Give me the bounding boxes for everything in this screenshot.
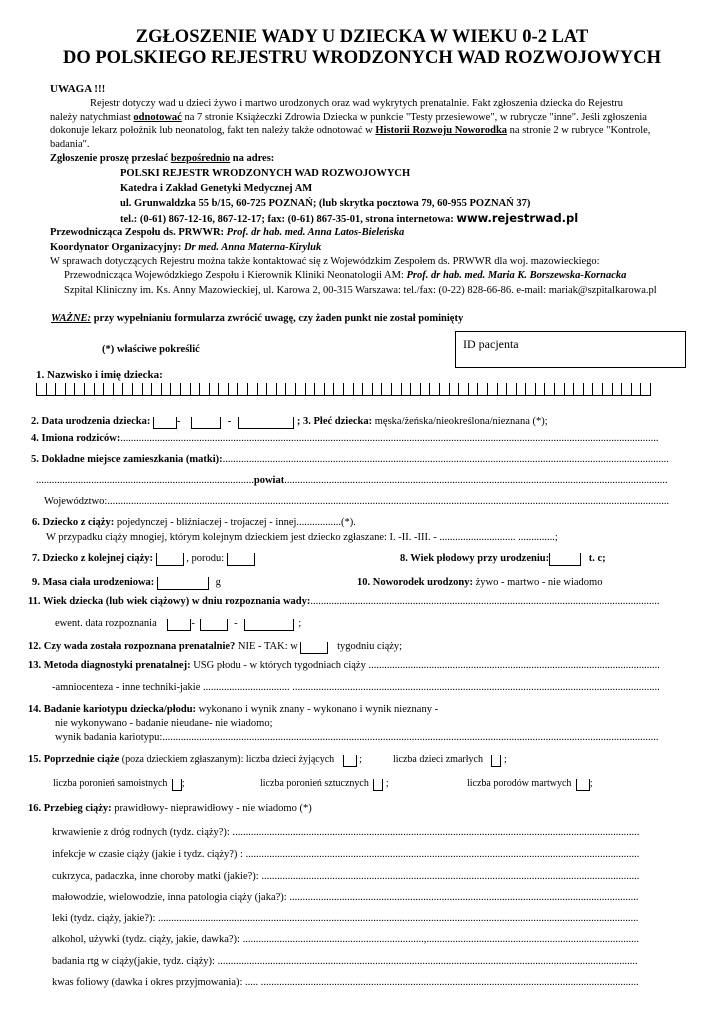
name-letter-cell[interactable] [103, 383, 113, 396]
fill-line[interactable]: ..................................................................................................................................... [310, 596, 660, 607]
name-letter-cell[interactable] [583, 383, 593, 396]
stillbirths-field[interactable] [576, 779, 590, 791]
fill-line[interactable]: .......................................................................................................................................................................... [222, 454, 669, 465]
q16-item [52, 870, 639, 884]
name-letter-cell[interactable] [564, 383, 574, 396]
name-letter-cell[interactable] [477, 383, 487, 396]
name-letter-cell[interactable] [640, 383, 650, 396]
birth-year-field[interactable] [238, 417, 294, 429]
chair-line: Przewodnicząca Zespołu ds. PRWWR: Prof. dr hab. med. Anna Latos-Bieleńska [50, 227, 405, 238]
name-letter-cell[interactable] [487, 383, 497, 396]
name-letter-cell[interactable] [401, 383, 411, 396]
name-letter-cell[interactable] [333, 383, 343, 396]
name-letter-cell[interactable] [180, 383, 190, 396]
q16-item-fill-line[interactable]: ,................................................................................. [423, 934, 639, 945]
voivodeship-row: Województwo:...................................................................................................................................................................................................................... [44, 496, 670, 507]
q14-row: 14. Badanie kariotypu dziecka/płodu: wykonano i wynik znany - wykonano i wynik nieznany - [28, 704, 439, 715]
q14-sub2: wynik badania kariotypu:............................................................................................................................................................................................. [55, 732, 659, 743]
notice-line-4: badania". [50, 138, 90, 150]
q16-row: 16. Przebieg ciąży: prawidłowy- nieprawidłowy - nie wiadomo (*) [28, 803, 312, 814]
q5-row: 5. Dokładne miejsce zamieszkania (matki):.......................................................................................................................................................................... [31, 454, 669, 465]
gestational-age-field[interactable] [549, 553, 581, 566]
name-letter-cell[interactable] [228, 383, 238, 396]
name-letter-cell[interactable] [391, 383, 401, 396]
name-letter-cell[interactable] [362, 383, 372, 396]
q15-stillbirths-row: liczba porodów martwych ; [467, 778, 593, 789]
send-instruction: Zgłoszenie proszę przesłać bezpośrednio na adres: [50, 153, 275, 164]
q16-item-label: badania rtg w ciąży(jakie, tydz. ciąży): [52, 956, 218, 967]
name-letter-cell[interactable] [266, 383, 276, 396]
name-letter-cell[interactable] [612, 383, 622, 396]
name-letter-cell[interactable] [420, 383, 430, 396]
name-letter-cell[interactable] [535, 383, 545, 396]
name-letter-cell[interactable] [506, 383, 516, 396]
q12-row: 12. Czy wada została rozpoznana prenatalnie? NIE - TAK: w tygodniu ciąży; [28, 641, 403, 652]
name-letter-cell[interactable] [621, 383, 631, 396]
name-letter-cell[interactable] [170, 383, 180, 396]
name-letter-cell[interactable] [46, 383, 56, 396]
name-letter-cell[interactable] [458, 383, 468, 396]
name-letter-cell[interactable] [122, 383, 132, 396]
q16-item [52, 848, 639, 862]
name-letter-cell[interactable] [237, 383, 247, 396]
name-cells-end [650, 383, 651, 396]
name-letter-cell[interactable] [55, 383, 65, 396]
pregnancy-number-field[interactable] [156, 553, 184, 566]
prenatal-week-field[interactable] [300, 642, 328, 654]
diagnosis-day-field[interactable] [167, 619, 191, 631]
name-letter-cell[interactable] [285, 383, 295, 396]
q14-sub1: nie wykonywano - badanie nieudane- nie wiadomo; [55, 718, 273, 729]
q13-other-row: -amniocenteza - inne techniki-jakie ................................. ............................................................................................................................................ [52, 682, 660, 693]
q16-item-fill-line[interactable]: ........................................................................................................................................................... [232, 827, 640, 838]
name-letter-cell[interactable] [544, 383, 554, 396]
name-letter-cell[interactable] [151, 383, 161, 396]
q16-item-fill-line[interactable]: ....................................................................................................................................................................................... [158, 913, 639, 924]
name-input-cells[interactable] [36, 383, 651, 396]
birth-number-field[interactable] [227, 553, 255, 566]
name-letter-cell[interactable] [305, 383, 315, 396]
q16-item [52, 955, 638, 969]
q16-item [52, 976, 639, 990]
address-line-2: Katedra i Zakład Genetyki Medycznej AM [120, 183, 313, 194]
fill-line[interactable]: ............................................................................................................................................................................................. [162, 732, 659, 743]
q13-row: 13. Metoda diagnostyki prenatalnej: USG płodu - w których tygodniach ciąży ............................................................................................................... [28, 660, 660, 671]
q10-row: 10. Noworodek urodzony: żywo - martwo - nie wiadomo [357, 577, 603, 588]
q16-item-label: krwawienie z dróg rodnych (tydz. ciąży?): [52, 827, 233, 838]
q4-row: 4. Imiona rodziców:............................................................................................................................................................................................................. [31, 433, 659, 444]
name-letter-cell[interactable] [372, 383, 382, 396]
name-letter-cell[interactable] [84, 383, 94, 396]
living-children-field[interactable] [343, 755, 357, 767]
name-letter-cell[interactable] [161, 383, 171, 396]
q6-row: 6. Dziecko z ciąży: pojedynczej - bliźniaczej - trojaczej - innej.................(*). [32, 517, 356, 528]
q16-item-fill-line[interactable]: ..................................................................... [242, 934, 424, 945]
q16-item-label: alkohol, używki (tydz. ciąży, jakie, dawka?): [52, 934, 243, 945]
name-letter-cell[interactable] [381, 383, 391, 396]
q16-item-fill-line[interactable]: ................................................................................................................................................................ [217, 956, 638, 967]
notice-heading: UWAGA !!! [50, 83, 106, 95]
address-line-1: POLSKI REJESTR WRODZONYCH WAD ROZWOJOWYCH [120, 168, 411, 179]
name-letter-cell[interactable] [497, 383, 507, 396]
diagnosis-month-field[interactable] [200, 619, 228, 631]
underline-note: (*) właściwe pokreślić [102, 344, 200, 355]
name-letter-cell[interactable] [324, 383, 334, 396]
birth-month-field[interactable] [191, 417, 221, 429]
fill-line[interactable]: ............................................................................................................... [368, 660, 660, 671]
q15-spontaneous-row: liczba poronień samoistnych ; [53, 778, 185, 789]
name-letter-cell[interactable] [218, 383, 228, 396]
name-letter-cell[interactable] [65, 383, 75, 396]
spontaneous-miscarriages-field[interactable] [172, 779, 182, 791]
name-letter-cell[interactable] [74, 383, 84, 396]
q16-item [52, 912, 638, 926]
q16-item [52, 826, 639, 840]
diagnosis-year-field[interactable] [244, 619, 294, 631]
fill-line[interactable]: ............................................................................................................................................ [292, 682, 660, 693]
q16-item-fill-line[interactable]: ...................................................................................................................................................... [245, 849, 640, 860]
q15-row: 15. Poprzednie ciąże (poza dzieckiem zgłaszanym): liczba dzieci żyjących ; [28, 754, 362, 765]
q16-item-fill-line[interactable]: ..................................................................................................................................... [289, 892, 639, 903]
fill-line[interactable]: ................................................................................... [36, 475, 254, 486]
name-letter-cell[interactable] [602, 383, 612, 396]
name-letter-cell[interactable] [516, 383, 526, 396]
fill-line[interactable]: ............................................................................................................................................................................................................. [120, 433, 659, 444]
mazowieckie-line-1: W sprawach dotyczących Rejestru można także kontaktować się z Wojewódzkim Zespołem ds. PRWWR dla woj. mazowieckiego: [50, 256, 600, 267]
q2-row: 2. Data urodzenia dziecka: - - ; 3. Płeć dziecka: męska/żeńska/nieokreślona/nieznana (*); [31, 416, 548, 427]
birth-day-field[interactable] [153, 417, 177, 429]
name-letter-cell[interactable] [429, 383, 439, 396]
form-title-line-1: ZGŁOSZENIE WADY U DZIECKA W WIEKU 0-2 LAT [135, 27, 589, 47]
patient-id-box[interactable] [455, 331, 686, 368]
name-letter-cell[interactable] [113, 383, 123, 396]
name-letter-cell[interactable] [276, 383, 286, 396]
name-letter-cell[interactable] [439, 383, 449, 396]
q11-date-row: ewent. data rozpoznania - - ; [55, 618, 302, 629]
q16-item [52, 891, 638, 905]
coordinator-line: Koordynator Organizacyjny: Dr med. Anna Materna-Kiryluk [50, 242, 322, 253]
q16-item-label: infekcje w czasie ciąży (jakie i tydz. ciąży?) : [52, 849, 246, 860]
name-letter-cell[interactable] [314, 383, 324, 396]
q15-artificial-row: liczba poronień sztucznych ; [260, 778, 389, 789]
q8-row: 8. Wiek płodowy przy urodzeniu: t. c; [400, 553, 606, 564]
name-letter-cell[interactable] [94, 383, 104, 396]
name-letter-cell[interactable] [36, 383, 46, 396]
name-letter-cell[interactable] [631, 383, 641, 396]
q16-item-label: kwas foliowy (dawka i okres przyjmowania): ..... [52, 977, 261, 988]
name-letter-cell[interactable] [353, 383, 363, 396]
name-letter-cell[interactable] [592, 383, 602, 396]
q9-row: 9. Masa ciała urodzeniowa: g [32, 577, 221, 588]
q16-item-fill-line[interactable]: ................................................................................................................................................ [260, 977, 639, 988]
fill-line[interactable]: ...................................................................................................................................................................................................................... [107, 496, 670, 507]
fill-line[interactable]: .................................................................................................................................................. [284, 475, 668, 486]
q7-row: 7. Dziecko z kolejnej ciąży: , porodu: [32, 552, 255, 566]
q1-label: 1. Nazwisko i imię dziecka: [36, 369, 163, 381]
name-letter-cell[interactable] [525, 383, 535, 396]
q16-item-label: leki (tydz. ciąży, jakie?): [52, 913, 159, 924]
county-row: ...................................................................................powiat.................................................................................................................................................. [36, 475, 668, 486]
name-letter-cell[interactable] [209, 383, 219, 396]
birth-weight-field[interactable] [157, 577, 209, 590]
form-title-line-2: DO POLSKIEGO REJESTRU WRODZONYCH WAD ROZWOJOWYCH [62, 48, 662, 68]
name-letter-cell[interactable] [257, 383, 267, 396]
name-letter-cell[interactable] [190, 383, 200, 396]
notice-paragraph [50, 97, 680, 151]
q16-item-fill-line[interactable]: ................................................................................................................................................ [261, 871, 640, 882]
induced-abortions-field[interactable] [373, 779, 383, 791]
q15-dead-row: liczba dzieci zmarłych ; [393, 754, 507, 765]
fill-line[interactable]: ................................. [203, 682, 290, 693]
name-letter-cell[interactable] [247, 383, 257, 396]
name-letter-cell[interactable] [343, 383, 353, 396]
notice-line-1: Rejestr dotyczy wad u dzieci żywo i martwo urodzonych oraz wad wykrytych prenatalnie. Fakt zgłoszenia dziecka do Rejestru [90, 98, 623, 109]
important-note: WAŻNE: przy wypełnianiu formularza zwrócić uwagę, czy żaden punkt nie został pominięty [51, 313, 464, 324]
name-letter-cell[interactable] [573, 383, 583, 396]
q16-item-label: małowodzie, wielowodzie, inna patologia ciąży (jaka?): [52, 892, 290, 903]
q11-row: 11. Wiek dziecka (lub wiek ciążowy) w dniu rozpoznania wady:..................................................................................................................................... [28, 596, 660, 607]
name-letter-cell[interactable] [554, 383, 564, 396]
notice-line-3: dokonuje lekarz położnik lub neonatolog, fakt ten należy także odnotować w Historii Rozwoju Noworodka na stronie 2 w rubryce "Kontrole, [50, 125, 651, 137]
patient-id-label: ID pacjenta [463, 337, 519, 351]
name-letter-cell[interactable] [449, 383, 459, 396]
name-letter-cell[interactable] [295, 383, 305, 396]
name-letter-cell[interactable] [468, 383, 478, 396]
address-line-3: ul. Grunwaldzka 55 b/15, 60-725 POZNAŃ; (lub skrytka pocztowa 79, 60-955 POZNAŃ 37) [120, 198, 531, 209]
mazowieckie-line-2: Przewodnicząca Wojewódzkiego Zespołu i Kierownik Kliniki Neonatologii AM: Prof. dr hab. med. Maria K. Borszewska-Kornacka [64, 270, 627, 281]
name-letter-cell[interactable] [132, 383, 142, 396]
website-link[interactable]: www.rejestrwad.pl [456, 211, 579, 225]
q16-item-label: cukrzyca, padaczka, inne choroby matki (jakie?): [52, 871, 262, 882]
address-line-4: tel.: (0-61) 867-12-16, 867-12-17; fax: (0-61) 867-35-01, strona internetowa: www.rejestrwad.pl [120, 211, 579, 225]
notice-line-2: należy natychmiast odnotować na 7 stronie Książeczki Zdrowia Dziecka w punkcie "Testy przesiewowe", w rubrycze "inne". Jeśli zgłoszenia [50, 111, 647, 123]
name-letter-cell[interactable] [410, 383, 420, 396]
name-letter-cell[interactable] [199, 383, 209, 396]
deceased-children-field[interactable] [491, 755, 501, 767]
mazowieckie-line-3: Szpital Kliniczny im. Ks. Anny Mazowieckiej, ul. Karowa 2, 00-315 Warszawa: tel./fax: (0-22) 828-66-86. e-mail: mariak@szpitalkarowa.pl [64, 285, 657, 296]
q16-item [52, 933, 639, 947]
q6-multiple-row: W przypadku ciąży mnogiej, którym kolejnym dzieckiem jest dziecko zgłaszane: I. -II. -III. - ............................. ..............; [46, 532, 558, 543]
name-letter-cell[interactable] [142, 383, 152, 396]
